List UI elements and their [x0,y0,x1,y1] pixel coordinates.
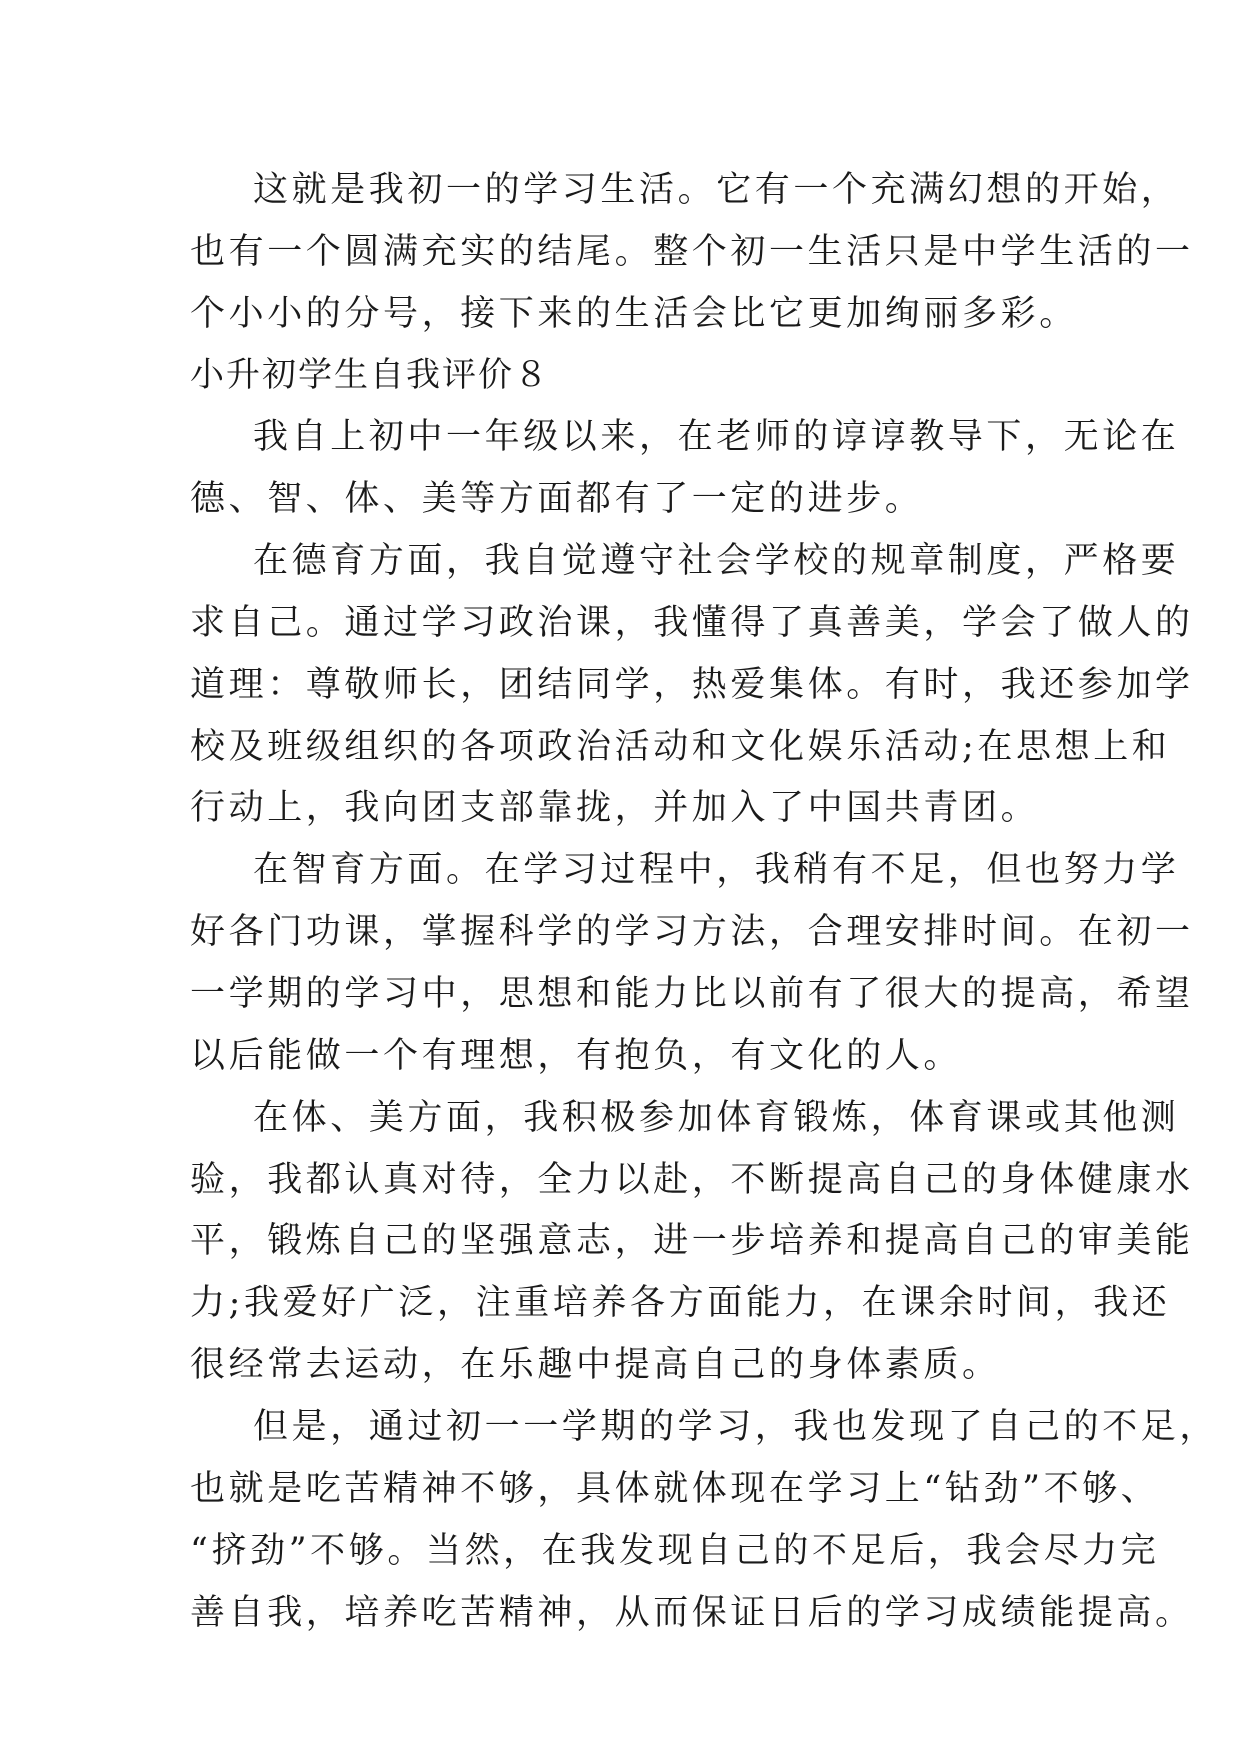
text-line: 一学期的学习中，思想和能力比以前有了很大的提高，希望 [190,974,1194,1014]
section-heading: 小升初学生自我评价８ [190,355,550,395]
text-line: 也有一个圆满充实的结尾。整个初一生活只是中学生活的一 [190,232,1194,272]
text-line: 验，我都认真对待，全力以赴，不断提高自己的身体健康水 [190,1160,1194,1200]
text-line: 也就是吃苦精神不够，具体就体现在学习上“钻劲”不够、 [190,1469,1160,1509]
text-line: 德、智、体、美等方面都有了一定的进步。 [190,479,924,519]
text-line: 好各门功课，掌握科学的学习方法，合理安排时间。在初一 [190,912,1194,952]
text-line: 校及班级组织的各项政治活动和文化娱乐活动;在思想上和 [190,727,1171,767]
text-line: 道理：尊敬师长，团结同学，热爱集体。有时，我还参加学 [190,665,1194,705]
text-line: 但是，通过初一一学期的学习，我也发现了自己的不足， [253,1407,1219,1447]
text-line: 很经常去运动，在乐趣中提高自己的身体素质。 [190,1345,1001,1385]
text-line: 以后能做一个有理想，有抱负，有文化的人。 [190,1036,963,1076]
text-line: 善自我，培养吃苦精神，从而保证日后的学习成绩能提高。 [190,1593,1194,1633]
text-line: 行动上，我向团支部靠拢，并加入了中国共青团。 [190,788,1040,828]
text-line: 我自上初中一年级以来，在老师的谆谆教导下，无论在 [253,417,1180,457]
text-line: 个小小的分号，接下来的生活会比它更加绚丽多彩。 [190,294,1078,334]
text-line: “挤劲”不够。当然，在我发现自己的不足后，我会尽力完 [190,1531,1160,1571]
text-line: 力;我爱好广泛，注重培养各方面能力，在课余时间，我还 [190,1283,1171,1323]
text-line: 平，锻炼自己的坚强意志，进一步培养和提高自己的审美能 [190,1221,1194,1261]
text-line: 这就是我初一的学习生活。它有一个充满幻想的开始， [253,170,1180,210]
text-line: 在体、美方面，我积极参加体育锻炼，体育课或其他测 [253,1098,1180,1138]
text-line: 求自己。通过学习政治课，我懂得了真善美，学会了做人的 [190,603,1194,643]
text-line: 在德育方面，我自觉遵守社会学校的规章制度，严格要 [253,541,1180,581]
text-line: 在智育方面。在学习过程中，我稍有不足，但也努力学 [253,850,1180,890]
